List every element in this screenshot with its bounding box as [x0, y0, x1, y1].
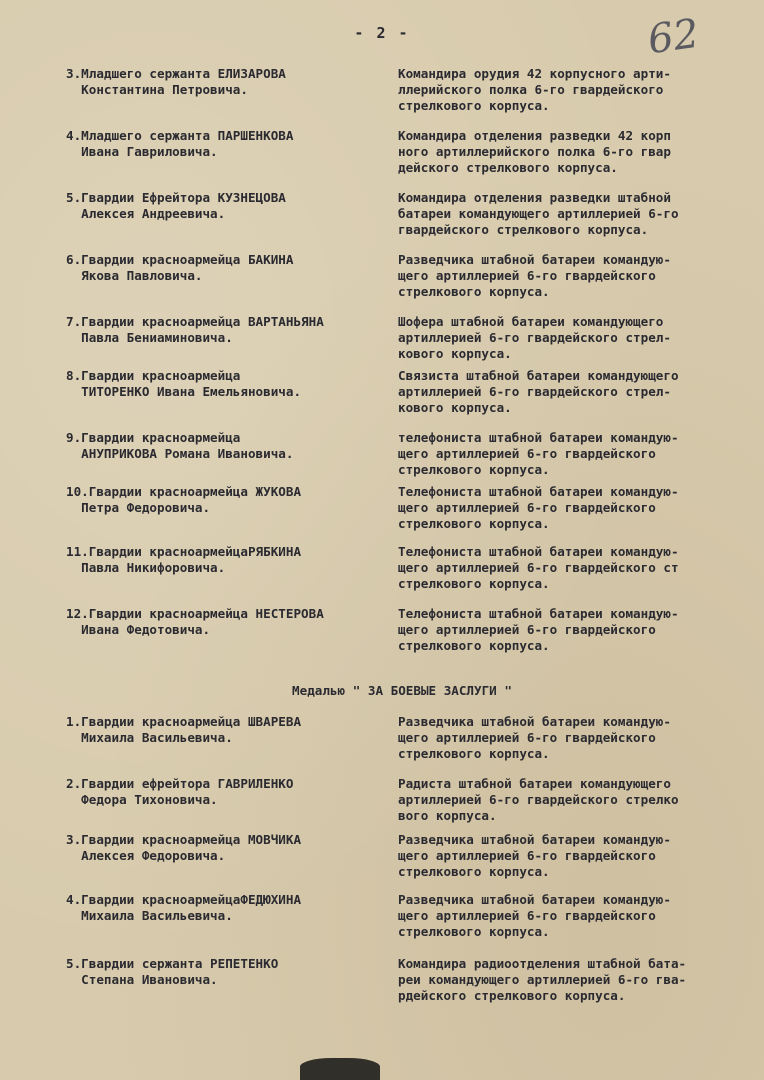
recipient-position: Телефониста штабной батареи командую- щего артиллерией 6-го гвардейского ст стрелкового корпуса.: [398, 544, 679, 591]
recipient-name: 7.Гвардии красноармейца ВАРТАНЬЯНА Павла Бениаминовича.: [66, 314, 324, 345]
scan-shadow: [300, 1058, 380, 1080]
recipient-name: 3.Младшего сержанта ЕЛИЗАРОВА Константина Петровича.: [66, 66, 286, 97]
recipient-position: Командира орудия 42 корпусного арти- ллерийского полка 6-го гвардейского стрелкового корпуса.: [398, 66, 671, 113]
recipient-name: 4.Гвардии красноармейцаФЕДЮХИНА Михаила Васильевича.: [66, 892, 302, 923]
recipient-name: 5.Гвардии Ефрейтора КУЗНЕЦОВА Алексея Андреевича.: [66, 190, 286, 221]
recipient-position: Шофера штабной батареи командующего артиллерией 6-го гвардейского стрел- кового корпуса.: [398, 314, 671, 361]
recipient-name: 1.Гвардии красноармейца ШВАРЕВА Михаила Васильевича.: [66, 714, 302, 745]
recipient-position: телефониста штабной батареи командую- щего артиллерией 6-го гвардейского стрелкового корпуса.: [398, 430, 679, 477]
recipient-name: 12.Гвардии красноармейца НЕСТЕРОВА Ивана Федотовича.: [66, 606, 324, 637]
recipient-position: Разведчика штабной батареи командую- щего артиллерией 6-го гвардейского стрелкового корпуса.: [398, 252, 671, 299]
recipient-name: 2.Гвардии ефрейтора ГАВРИЛЕНКО Федора Тихоновича.: [66, 776, 294, 807]
recipient-position: Телефониста штабной батареи командую- щего артиллерией 6-го гвардейского стрелкового корпуса.: [398, 606, 679, 653]
recipient-name: 8.Гвардии красноармейца ТИТОРЕНКО Ивана Емельяновича.: [66, 368, 302, 399]
recipient-name: 10.Гвардии красноармейца ЖУКОВА Петра Федоровича.: [66, 484, 302, 515]
page-number: - 2 -: [354, 24, 410, 42]
handwritten-page-number: 62: [645, 10, 702, 64]
recipient-position: Радиста штабной батареи командующего артиллерией 6-го гвардейского стрелко вого корпуса.: [398, 776, 679, 823]
recipient-name: 5.Гвардии сержанта РЕПЕТЕНКО Степана Ивановича.: [66, 956, 279, 987]
recipient-position: Разведчика штабной батареи командую- щего артиллерией 6-го гвардейского стрелкового корпуса.: [398, 714, 671, 761]
recipient-position: Разведчика штабной батареи командую- щего артиллерией 6-го гвардейского стрелкового корпуса.: [398, 832, 671, 879]
recipient-name: 9.Гвардии красноармейца АНУПРИКОВА Романа Ивановича.: [66, 430, 294, 461]
recipient-name: 3.Гвардии красноармейца МОВЧИКА Алексея Федоровича.: [66, 832, 302, 863]
recipient-name: 6.Гвардии красноармейца БАКИНА Якова Павловича.: [66, 252, 294, 283]
recipient-position: Командира отделения разведки 42 корп ного артиллерийского полка 6-го гвар дейского стрелкового корпуса.: [398, 128, 671, 175]
recipient-position: Командира отделения разведки штабной батареи командующего артиллерией 6-го гвардейского стрелкового корпуса.: [398, 190, 679, 237]
recipient-name: 11.Гвардии красноармейцаРЯБКИНА Павла Никифоровича.: [66, 544, 302, 575]
recipient-position: Разведчика штабной батареи командую- щего артиллерией 6-го гвардейского стрелкового корпуса.: [398, 892, 671, 939]
recipient-position: Телефониста штабной батареи командую- щего артиллерией 6-го гвардейского стрелкового корпуса.: [398, 484, 679, 531]
recipient-position: Командира радиоотделения штабной бата- реи командующего артиллерией 6-го гва- рдейского стрелкового корпуса.: [398, 956, 687, 1003]
section-title: Медалью " ЗА БОЕВЫЕ ЗАСЛУГИ ": [292, 683, 512, 698]
recipient-name: 4.Младшего сержанта ПАРШЕНКОВА Ивана Гавриловича.: [66, 128, 294, 159]
recipient-position: Связиста штабной батареи командующего артиллерией 6-го гвардейского стрел- кового корпуса.: [398, 368, 679, 415]
